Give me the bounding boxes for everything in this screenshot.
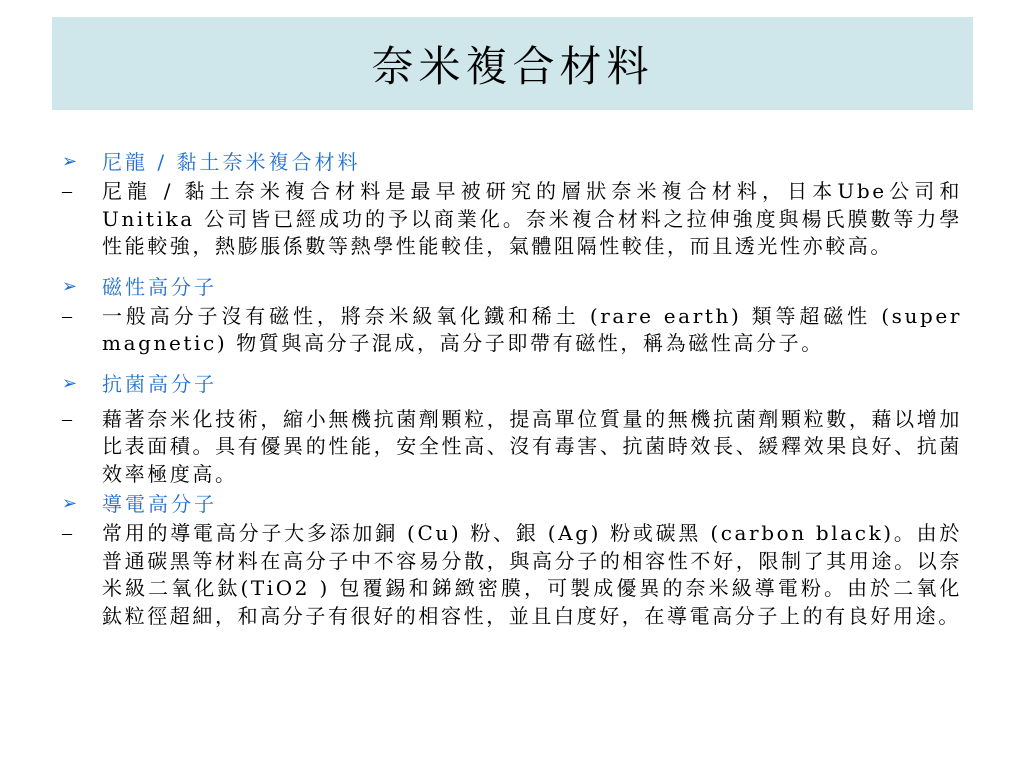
- section-heading: [62, 148, 982, 176]
- slide-content: [62, 146, 982, 630]
- bullet-text: 常用的導電高分子大多添加銅 (Cu) 粉、銀 (Ag) 粉或碳黑 (carbon black)。由於普通碳黑等材料在高分子中不容易分散，與高分子的相容性不好，限制了其用途。以奈米級二氧化鈦(TiO2 ) 包覆錫和銻緻密膜，可製成優異的奈米級導電粉。由於二氧化鈦粒徑超細，和高分子有很好的相容性，並且白度好，在導電高分子上的有良好用途。: [102, 521, 962, 628]
- section-heading: [62, 490, 982, 518]
- heading-label: 抗菌高分子: [102, 371, 217, 396]
- section-conductive-polymer: [62, 490, 982, 630]
- bullet-text: 尼龍 / 黏土奈米複合材料是最早被研究的層狀奈米複合材料，日本Ube公司和Unitika 公司皆已經成功的予以商業化。奈米複合材料之拉伸強度與楊氏膜數等力學性能較強，熱膨脹係數等熱學性能較佳，氣體阻隔性較佳，而且透光性亦較高。: [102, 179, 962, 258]
- section-magnetic-polymer: [62, 273, 982, 358]
- dash-bullet-icon: –: [62, 304, 72, 327]
- bullet-text: 藉著奈米化技術，縮小無機抗菌劑顆粒，提高單位質量的無機抗菌劑顆粒數，藉以增加比表面積。具有優異的性能，安全性高、沒有毒害、抗菌時效長、緩釋效果良好、抗菌效率極度高。: [102, 406, 962, 486]
- slide-title: 奈米複合材料: [371, 41, 654, 91]
- bullet-item: [62, 303, 982, 358]
- heading-label: 磁性高分子: [102, 274, 217, 299]
- arrow-bullet-icon: ➢: [62, 493, 78, 514]
- arrow-bullet-icon: ➢: [62, 151, 78, 172]
- heading-label: 導電高分子: [102, 492, 217, 516]
- section-heading: [62, 370, 982, 398]
- section-nylon-clay: [62, 148, 982, 261]
- section-heading: [62, 273, 982, 301]
- bullet-item: [62, 178, 982, 261]
- arrow-bullet-icon: ➢: [62, 275, 78, 297]
- bullet-item: [62, 406, 982, 489]
- bullet-item: [62, 520, 982, 630]
- dash-bullet-icon: –: [62, 180, 72, 202]
- bullet-text: 一般高分子沒有磁性，將奈米級氧化鐵和稀土 (rare earth) 類等超磁性 (super magnetic) 物質與高分子混成，高分子即帶有磁性，稱為磁性高分子。: [102, 303, 962, 355]
- dash-bullet-icon: –: [62, 407, 72, 430]
- heading-label: 尼龍 / 黏土奈米複合材料: [102, 150, 361, 174]
- title-bar: [52, 17, 973, 110]
- section-antibacterial-polymer: [62, 370, 982, 489]
- dash-bullet-icon: –: [62, 522, 72, 544]
- arrow-bullet-icon: ➢: [62, 372, 78, 394]
